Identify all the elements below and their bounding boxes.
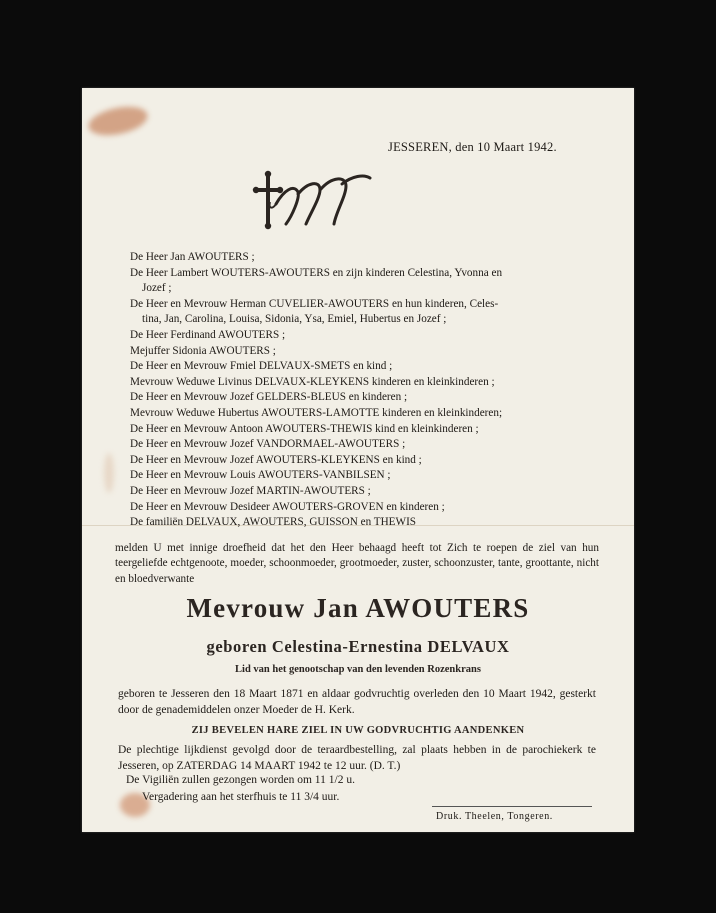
monogram-icon [246, 168, 376, 232]
mourner-line: De Heer en Mevrouw Jozef AWOUTERS-KLEYKENS en kind ; [130, 453, 422, 466]
stain [86, 102, 150, 140]
mourners-list [130, 250, 602, 531]
mourner-line: De Heer en Mevrouw Fmiel DELVAUX-SMETS en kind ; [130, 360, 393, 373]
mourner-line: Mevrouw Weduwe Livinus DELVAUX-KLEYKENS kinderen en kleinkinderen ; [130, 375, 495, 388]
funeral-text: De plechtige lijkdienst gevolgd door de teraardbestelling, zal plaats hebben in de parochiekerk te Jesseren, op ZATERDAG 14 MAART 1942 te 12 uur. (D. T.) [118, 744, 596, 772]
mourner-line: De Heer Jan AWOUTERS ; [130, 251, 255, 263]
mourner-line: De Heer en Mevrouw Herman CUVELIER-AWOUTERS en hun kinderen, Celes- [130, 297, 499, 310]
birth-death-text: geboren te Jesseren den 18 Maart 1871 en aldaar godvruchtig overleden den 10 Maart 1942, gesterkt door de genademiddelen onzer Moeder de H. Kerk. [118, 688, 596, 716]
mourning-card [82, 88, 634, 832]
birth-name: geboren Celestina-Ernestina DELVAUX [206, 637, 510, 656]
mourner-line: Jozef ; [142, 282, 172, 295]
printer-credit: Druk. Theelen, Tongeren. [436, 811, 553, 822]
stain [104, 453, 114, 493]
mourner-line: De familiën DELVAUX, AWOUTERS, GUISSON en THEWIS [130, 516, 417, 529]
mourner-line: De Heer en Mevrouw Desideer AWOUTERS-GROVEN en kinderen ; [130, 500, 445, 513]
society-membership: Lid van het genootschap van den levenden Rozenkrans [235, 664, 481, 675]
mourner-line: Mevrouw Weduwe Hubertus AWOUTERS-LAMOTTE kinderen en kleinkinderen; [130, 406, 503, 419]
announcement-text: melden U met innige droefheid dat het den Heer behaagd heeft tot Zich te roepen de ziel van hun teergeliefde echtgenoote, moeder, schoonmoeder, grootmoeder, zuster, schoonzuster, tante, groottante, nicht en bloedverwante [115, 542, 599, 585]
mourner-line: De Heer en Mevrouw Jozef VANDORMAEL-AWOUTERS ; [130, 438, 406, 451]
mourner-line: De Heer en Mevrouw Jozef GELDERS-BLEUS en kinderen ; [130, 391, 408, 404]
mourner-line: Mejuffer Sidonia AWOUTERS ; [130, 344, 276, 357]
mourner-line: De Heer Lambert WOUTERS-AWOUTERS en zijn kinderen Celestina, Yvonna en [130, 266, 503, 279]
commendation: ZIJ BEVELEN HARE ZIEL IN UW GODVRUCHTIG AANDENKEN [191, 725, 525, 736]
mourner-line: De Heer Ferdinand AWOUTERS ; [130, 328, 286, 341]
divider [432, 806, 592, 807]
mourner-line: tina, Jan, Carolina, Louisa, Sidonia, Ysa, Emiel, Hubertus en Jozef ; [142, 313, 447, 326]
deceased-name: Mevrouw Jan AWOUTERS [186, 593, 530, 623]
mourner-line: De Heer en Mevrouw Jozef MARTIN-AWOUTERS ; [130, 484, 371, 497]
vigil-text: De Vigiliën zullen gezongen worden om 11 1/2 u. [126, 774, 355, 786]
meeting-text: Vergadering aan het sterfhuis te 11 3/4 uur. [142, 791, 340, 803]
mourner-line: De Heer en Mevrouw Antoon AWOUTERS-THEWIS kind en kleinkinderen ; [130, 422, 479, 435]
mourner-line: De Heer en Mevrouw Louis AWOUTERS-VANBILSEN ; [130, 469, 391, 482]
dateline: JESSEREN, den 10 Maart 1942. [388, 140, 557, 154]
